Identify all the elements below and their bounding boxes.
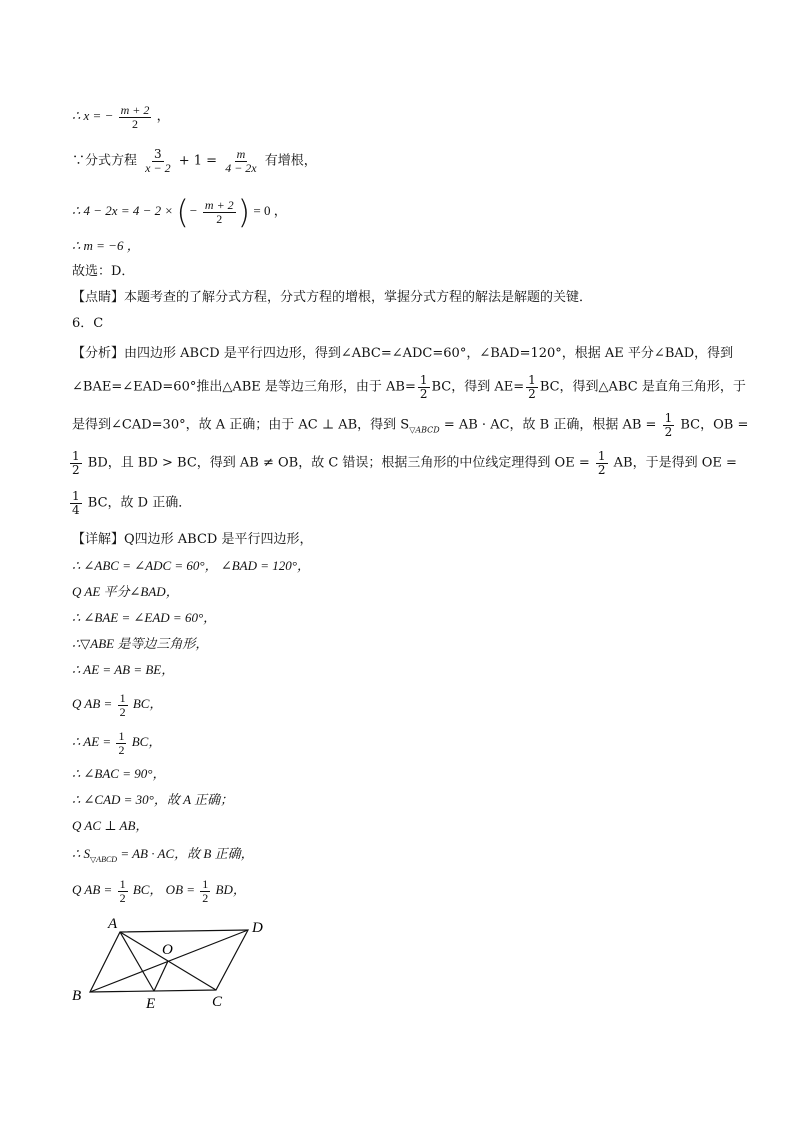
analysis-l4-b: AB，于是得到 OE = (613, 455, 737, 471)
analysis-l4-a: BD，且 BD > BC，得到 AB ≠ OB，故 C 错误；根据三角形的中位线定理得到 OE = (87, 455, 590, 471)
analysis-l2-c: BC，得到△ABC 是直角三角形，于 (539, 379, 746, 395)
label-c: C (212, 994, 223, 1010)
detail-line-6: ∴ AE = AB = BE， (72, 662, 175, 677)
label-d: D (252, 920, 263, 936)
detail-area-subscript: ▽ABCD (90, 855, 118, 864)
half-denominator: 2 (202, 890, 209, 905)
substitution-line: ∴ 4 − 2x = 4 − 2 × (− $\frac{m + 2}{2}$ ) = 0 ， (72, 193, 287, 231)
detail-l8-b: BC， (131, 734, 162, 750)
detail-line-11: Q AC ⊥ AB， (72, 818, 149, 833)
detail-line-7 (72, 692, 162, 718)
half-denominator: 2 (72, 462, 80, 477)
analysis-line-3 (72, 412, 748, 441)
detail-l13-c: BD， (215, 882, 246, 898)
half-numerator: 1 (118, 729, 125, 743)
analysis-l2-b: BC，得到 AE= (431, 379, 525, 395)
m-value-line: ∴ m = −6 ， (72, 238, 140, 253)
analysis-l5-a: BC，故 D 正确． (87, 495, 192, 511)
label-o: O (162, 942, 173, 958)
half-numerator: 1 (72, 449, 80, 463)
x-lhs: ∴ x = − (72, 108, 114, 124)
analysis-l3-a: 是得到∠CAD=30°，故 A 正确；由于 AC ⊥ AB，得到 S (72, 417, 410, 433)
half-denominator: 2 (119, 890, 126, 905)
analysis-line-2 (72, 374, 746, 400)
detail-l7-b: BC， (132, 696, 163, 712)
label-b: B (72, 988, 82, 1004)
analysis-line-4 (72, 450, 737, 476)
half-denominator: 2 (528, 386, 536, 401)
fraction1-numerator: 3 (154, 147, 162, 161)
half-numerator: 1 (419, 373, 428, 387)
fraction1-denominator: x − 2 (145, 160, 171, 175)
quarter-denominator: 4 (72, 502, 80, 517)
parallelogram-figure (60, 912, 280, 1012)
half-denominator: 2 (597, 462, 606, 477)
detail-l13-b: BC， OB = (132, 882, 196, 898)
half-numerator: 1 (528, 373, 536, 387)
label-a: A (108, 916, 118, 932)
half-denominator: 2 (119, 704, 126, 719)
analysis-line-5 (72, 490, 191, 516)
detail-line-5: ∴▽ABE 是等边三角形， (72, 636, 209, 651)
fraction2-denominator: 4 − 2x (225, 160, 257, 175)
detail-l13-a: Q AB = (72, 882, 113, 898)
substitution-minus: − (188, 202, 198, 218)
label-e: E (146, 996, 156, 1012)
half-numerator: 1 (664, 411, 673, 425)
substitution-tail: = 0 ， (253, 202, 287, 218)
detail-line-1: 【详解】Q四边形 ABCD 是平行四边形， (72, 532, 313, 547)
condition-tail: 有增根， (264, 153, 317, 169)
diagonal-bd (90, 930, 248, 992)
q6-answer: 6．C (72, 316, 104, 331)
quarter-numerator: 1 (72, 489, 80, 503)
half-numerator: 1 (119, 877, 126, 891)
x-numerator: m + 2 (120, 103, 150, 117)
detail-line-4: ∴ ∠BAE = ∠EAD = 60°， (72, 610, 217, 625)
detail-line-3: Q AE 平分∠BAD， (72, 584, 179, 599)
area-subscript: ▽ABCD (409, 425, 440, 435)
x-solution-line (72, 104, 170, 130)
substitution-prefix: ∴ 4 − 2x = 4 − 2 × (72, 202, 174, 218)
analysis-line-1: 【分析】由四边形 ABCD 是平行四边形，得到∠ABC=∠ADC=60°，∠BAD=120°，根据 AE 平分∠BAD，得到 (72, 346, 734, 361)
detail-l8-a: ∴ AE = (72, 734, 112, 750)
detail-l7-a: Q AB = (72, 696, 113, 712)
half-denominator: 2 (118, 742, 125, 757)
segment-ae (120, 932, 154, 991)
x-tail: ， (156, 108, 170, 124)
detail-line-8 (72, 730, 161, 756)
detail-l12-b: = AB · AC，故 B 正确， (120, 846, 254, 861)
detail-line-2: ∴ ∠ABC = ∠ADC = 60°， ∠BAD = 120°， (72, 558, 310, 573)
detail-line-13 (72, 878, 246, 904)
analysis-l2-a: ∠BAE=∠EAD=60°推出△ABE 是等边三角形，由于 AB= (72, 379, 416, 395)
detail-l12-a: ∴ S (72, 846, 91, 861)
condition-prefix: ∵分式方程 (72, 153, 138, 169)
fraction2-numerator: m (236, 147, 246, 161)
half-denominator: 2 (664, 424, 673, 439)
half-denominator: 2 (419, 386, 428, 401)
choice-line: 故选：D． (72, 264, 135, 279)
analysis-l3-c: BC，OB = (680, 417, 749, 433)
analysis-l3-b: = AB · AC，故 B 正确，根据 AB = (443, 417, 657, 433)
substitution-denominator: 2 (216, 211, 223, 226)
detail-line-10: ∴ ∠CAD = 30°，故 A 正确； (72, 792, 234, 807)
x-denominator: 2 (131, 116, 138, 131)
half-numerator: 1 (119, 691, 126, 705)
detail-line-9: ∴ ∠BAC = 90°， (72, 766, 166, 781)
detail-line-12 (72, 844, 254, 870)
half-numerator: 1 (597, 449, 606, 463)
plus-one: + 1 = (178, 153, 218, 169)
comment-line: 【点睛】本题考查的了解分式方程，分式方程的增根，掌握分式方程的解法是解题的关键． (72, 290, 593, 305)
substitution-numerator: m + 2 (204, 197, 234, 212)
extraneous-root-condition (72, 148, 317, 174)
half-numerator: 1 (202, 877, 209, 891)
